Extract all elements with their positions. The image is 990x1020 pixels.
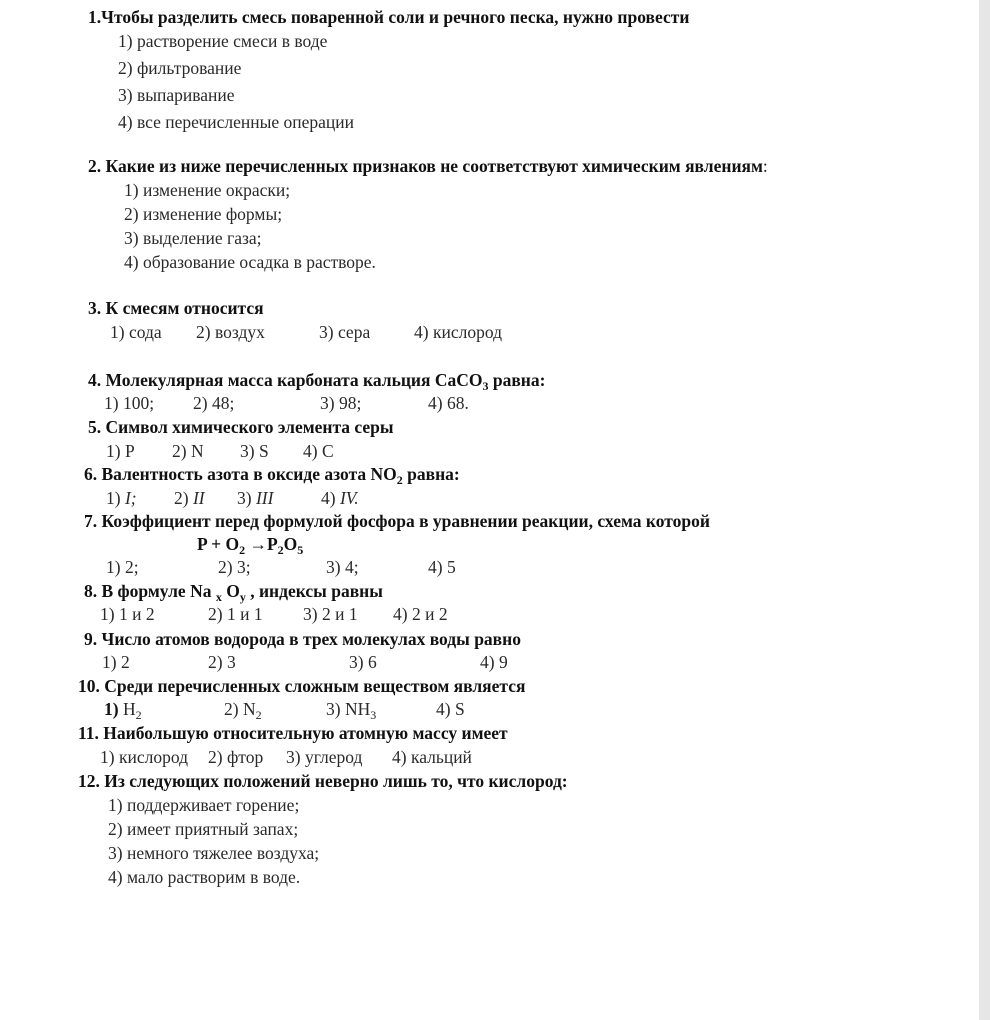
question-7-option-4: 4) 5 bbox=[428, 557, 456, 577]
question-8-option-3: 3) 2 и 1 bbox=[303, 604, 358, 624]
question-2-option-3: 3) выделение газа; bbox=[124, 228, 262, 248]
question-2-title bbox=[88, 155, 768, 177]
question-11-option-2: 2) фтор bbox=[208, 747, 264, 767]
question-11-option-3: 3) углерод bbox=[286, 747, 363, 767]
question-6-title-text: 6. Валентность азота в оксиде азота NO bbox=[84, 464, 397, 484]
question-10-option-3-subscript: 3 bbox=[370, 708, 377, 722]
question-10-option-3-formula: NH bbox=[344, 699, 371, 719]
question-5-option-4: 4) C bbox=[303, 441, 334, 461]
question-10-option-3-number: 3) bbox=[326, 699, 345, 719]
question-8-title-end: , индексы равны bbox=[245, 581, 383, 601]
question-5-option-1: 1) P bbox=[106, 441, 135, 461]
question-2-option-4: 4) образование осадка в растворе. bbox=[124, 252, 376, 272]
question-10-option-1 bbox=[104, 698, 142, 720]
question-9-option-2: 2) 3 bbox=[208, 652, 236, 672]
question-5-title: 5. Символ химического элемента серы bbox=[88, 417, 394, 437]
question-10-option-2-number: 2) bbox=[224, 699, 243, 719]
question-4-option-3: 3) 98; bbox=[320, 393, 362, 413]
question-8-title-text: 8. В формуле Na bbox=[84, 581, 216, 601]
question-4-title bbox=[88, 369, 545, 391]
question-10-option-4-number: 4) bbox=[436, 699, 455, 719]
question-5-option-2: 2) N bbox=[172, 441, 204, 461]
question-1-title: 1.Чтобы разделить смесь поваренной соли и речного песка, нужно провести bbox=[88, 7, 690, 27]
equation-p-subscript: 2 bbox=[277, 543, 284, 557]
question-6-title-subscript: 2 bbox=[396, 473, 403, 487]
question-5-option-3: 3) S bbox=[240, 441, 269, 461]
question-6-option-1-number: 1) bbox=[106, 488, 125, 508]
question-8-sub-x: x bbox=[215, 590, 222, 604]
equation-lhs: P + O bbox=[197, 534, 240, 554]
question-3-option-2: 2) воздух bbox=[196, 322, 265, 342]
question-8-option-1: 1) 1 и 2 bbox=[100, 604, 155, 624]
question-10-option-2-subscript: 2 bbox=[255, 708, 262, 722]
question-11-option-1: 1) кислород bbox=[100, 747, 188, 767]
question-8-option-4: 4) 2 и 2 bbox=[393, 604, 448, 624]
question-10-option-1-formula: H bbox=[122, 699, 136, 719]
question-12-option-3: 3) немного тяжелее воздуха; bbox=[108, 843, 320, 863]
question-6-option-1 bbox=[106, 487, 137, 509]
question-10-option-3 bbox=[326, 698, 376, 720]
question-3-option-1: 1) сода bbox=[110, 322, 162, 342]
question-10-option-2-formula: N bbox=[242, 699, 256, 719]
question-4-option-4: 4) 68. bbox=[428, 393, 469, 413]
equation-arrow-product: →P bbox=[245, 534, 278, 554]
equation-o5-subscript: 5 bbox=[297, 543, 304, 557]
question-6-option-3-value: III bbox=[255, 488, 274, 508]
question-7-title: 7. Коэффициент перед формулой фосфора в уравнении реакции, схема которой bbox=[84, 511, 710, 531]
question-9-option-4: 4) 9 bbox=[480, 652, 508, 672]
question-6-option-4 bbox=[321, 487, 359, 509]
question-8-title-mid: O bbox=[221, 581, 240, 601]
question-2-colon: : bbox=[762, 156, 768, 176]
question-6-option-2 bbox=[174, 487, 205, 509]
question-6-title-end: равна: bbox=[402, 464, 460, 484]
question-10-option-1-number: 1) bbox=[104, 699, 123, 719]
question-10-option-4-formula: S bbox=[454, 699, 465, 719]
question-7-option-3: 3) 4; bbox=[326, 557, 359, 577]
question-6-option-1-value: I; bbox=[124, 488, 137, 508]
question-6-option-4-number: 4) bbox=[321, 488, 340, 508]
question-12-option-4: 4) мало растворим в воде. bbox=[108, 867, 301, 887]
question-6-option-2-value: II bbox=[192, 488, 205, 508]
question-6-option-3-number: 3) bbox=[237, 488, 256, 508]
question-6-option-2-number: 2) bbox=[174, 488, 193, 508]
question-4-title-subscript: 3 bbox=[482, 379, 489, 393]
question-8-title bbox=[84, 580, 383, 602]
question-8-option-2: 2) 1 и 1 bbox=[208, 604, 263, 624]
question-10-option-2 bbox=[224, 698, 262, 720]
question-6-title bbox=[84, 463, 460, 485]
question-11-option-4: 4) кальций bbox=[392, 747, 472, 767]
question-1-option-3: 3) выпаривание bbox=[118, 85, 235, 105]
question-4-title-end: равна: bbox=[488, 370, 546, 390]
question-4-title-text: 4. Молекулярная масса карбоната кальция CaCO bbox=[88, 370, 483, 390]
question-10-option-1-subscript: 2 bbox=[135, 708, 142, 722]
question-6-option-4-value: IV. bbox=[339, 488, 359, 508]
question-6-option-3 bbox=[237, 487, 273, 509]
question-4-option-1: 1) 100; bbox=[104, 393, 155, 413]
page-edge bbox=[979, 0, 990, 1020]
question-9-option-1: 1) 2 bbox=[102, 652, 130, 672]
question-1-option-4: 4) все перечисленные операции bbox=[118, 112, 355, 132]
question-2-option-1: 1) изменение окраски; bbox=[124, 180, 291, 200]
question-10-option-4 bbox=[436, 698, 465, 720]
question-9-title: 9. Число атомов водорода в трех молекулах воды равно bbox=[84, 629, 521, 649]
question-1-option-2: 2) фильтрование bbox=[118, 58, 242, 78]
question-3-option-4: 4) кислород bbox=[414, 322, 502, 342]
question-12-option-1: 1) поддерживает горение; bbox=[108, 795, 300, 815]
question-3-title: 3. К смесям относится bbox=[88, 298, 264, 318]
question-4-option-2: 2) 48; bbox=[193, 393, 235, 413]
equation-o2-subscript: 2 bbox=[239, 543, 246, 557]
equation-product-oxygen: O bbox=[283, 534, 298, 554]
question-12-title: 12. Из следующих положений неверно лишь то, что кислород: bbox=[78, 771, 568, 791]
question-2-title-text: 2. Какие из ниже перечисленных признаков не соответствуют химическим явлениям bbox=[88, 156, 763, 176]
question-3-option-3: 3) сера bbox=[319, 322, 371, 342]
question-10-title: 10. Среди перечисленных сложным веществом является bbox=[78, 676, 526, 696]
question-7-equation bbox=[197, 533, 303, 555]
question-2-option-2: 2) изменение формы; bbox=[124, 204, 283, 224]
question-7-option-1: 1) 2; bbox=[106, 557, 139, 577]
question-11-title: 11. Наибольшую относительную атомную массу имеет bbox=[78, 723, 508, 743]
question-9-option-3: 3) 6 bbox=[349, 652, 377, 672]
question-7-option-2: 2) 3; bbox=[218, 557, 251, 577]
question-8-sub-y: y bbox=[239, 590, 246, 604]
question-1-option-1: 1) растворение смеси в воде bbox=[118, 31, 328, 51]
question-12-option-2: 2) имеет приятный запах; bbox=[108, 819, 299, 839]
